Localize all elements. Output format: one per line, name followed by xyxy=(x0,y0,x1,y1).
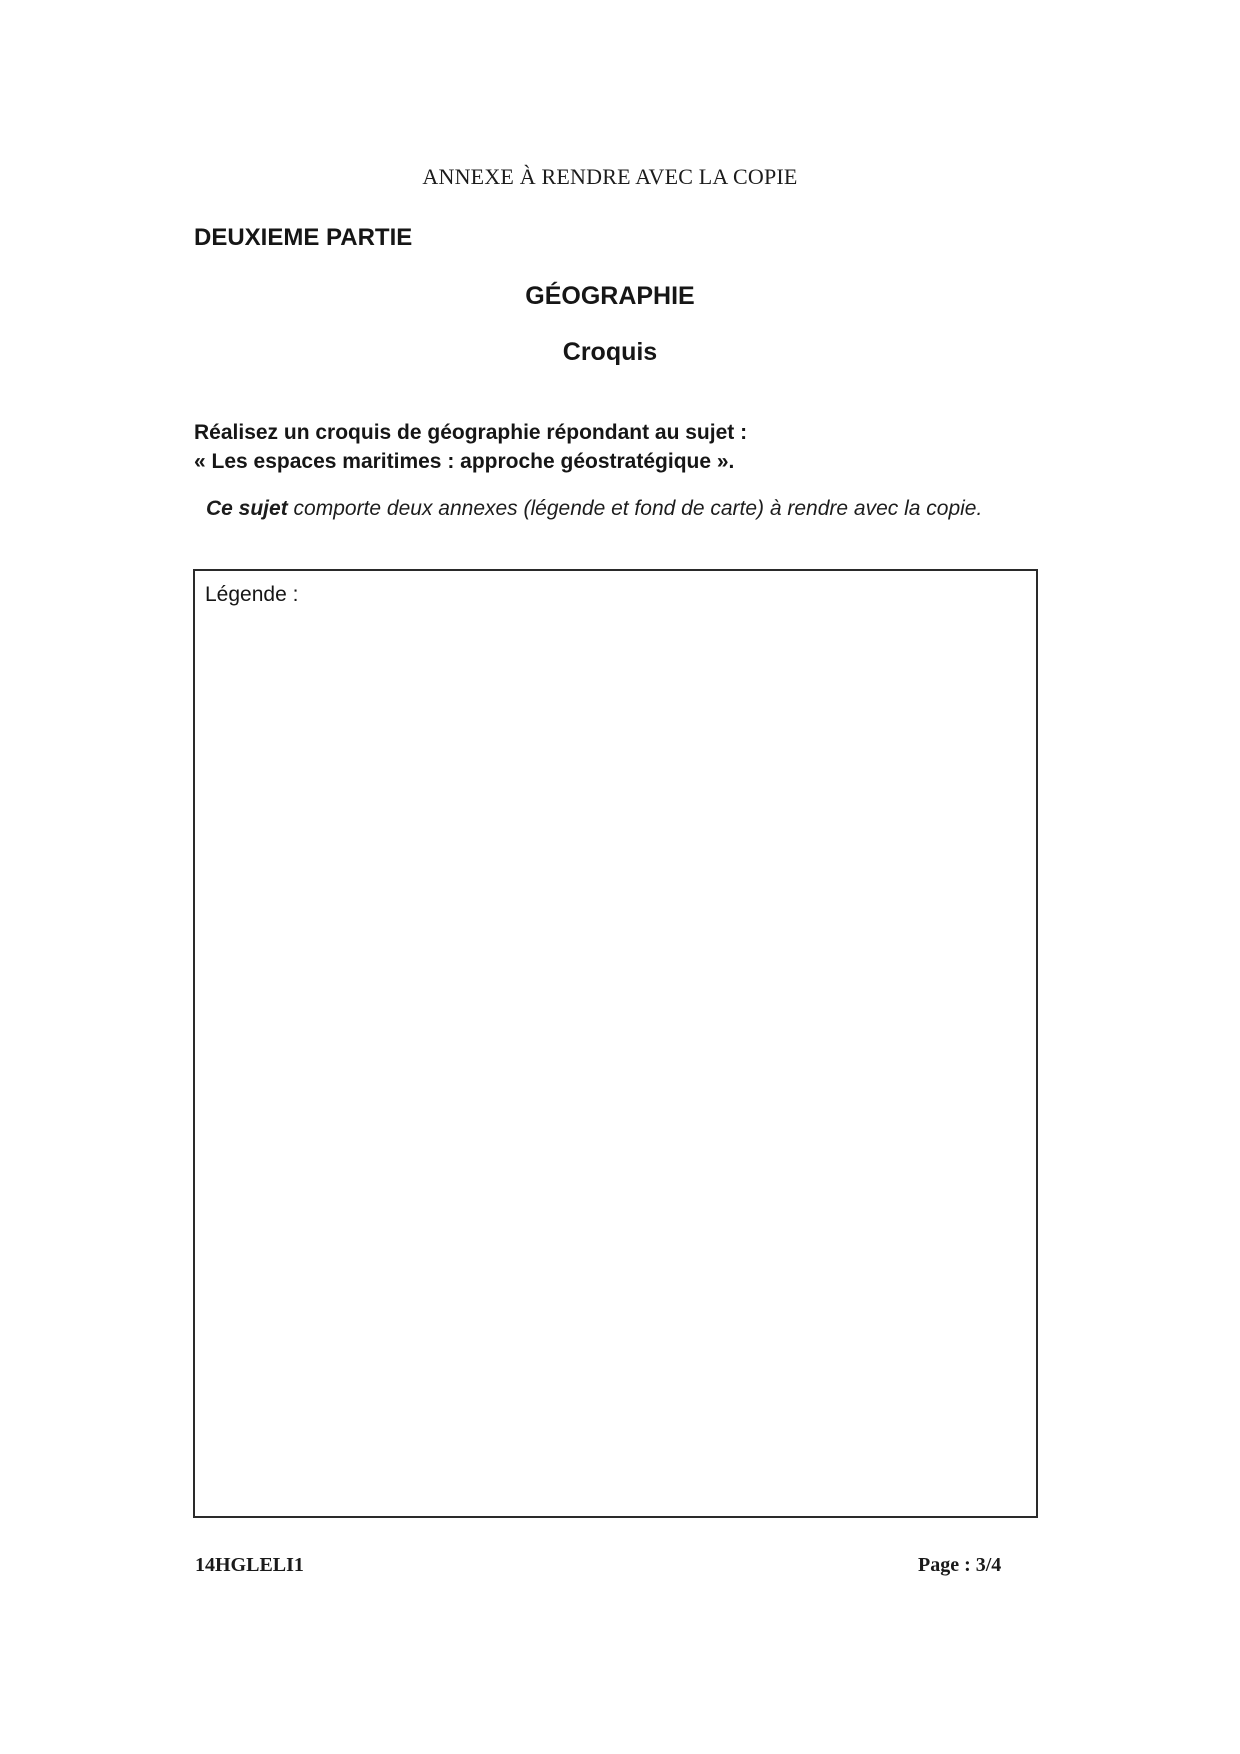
legend-label: Légende : xyxy=(205,583,299,606)
exercise-title: Croquis xyxy=(562,338,658,366)
footer-exam-code: 14HGLELI1 xyxy=(195,1554,304,1576)
part-title: DEUXIEME PARTIE xyxy=(194,224,413,251)
footer-page-number: Page : 3/4 xyxy=(918,1554,1002,1576)
annex-title: ANNEXE À RENDRE AVEC LA COPIE xyxy=(422,164,798,189)
annex-note-text: comporte deux annexes (légende et fond de carte) à rendre avec la copie. xyxy=(287,497,983,520)
annex-note-lead: Ce sujet xyxy=(206,497,288,520)
subject-title: GÉOGRAPHIE xyxy=(525,282,695,310)
instruction-line-1: Réalisez un croquis de géographie répondant au sujet : xyxy=(194,421,748,444)
instruction-block xyxy=(194,418,747,476)
annex-note xyxy=(206,497,982,521)
legend-box[interactable] xyxy=(193,569,1038,1518)
instruction-line-2: « Les espaces maritimes : approche géostratégique ». xyxy=(194,450,735,473)
